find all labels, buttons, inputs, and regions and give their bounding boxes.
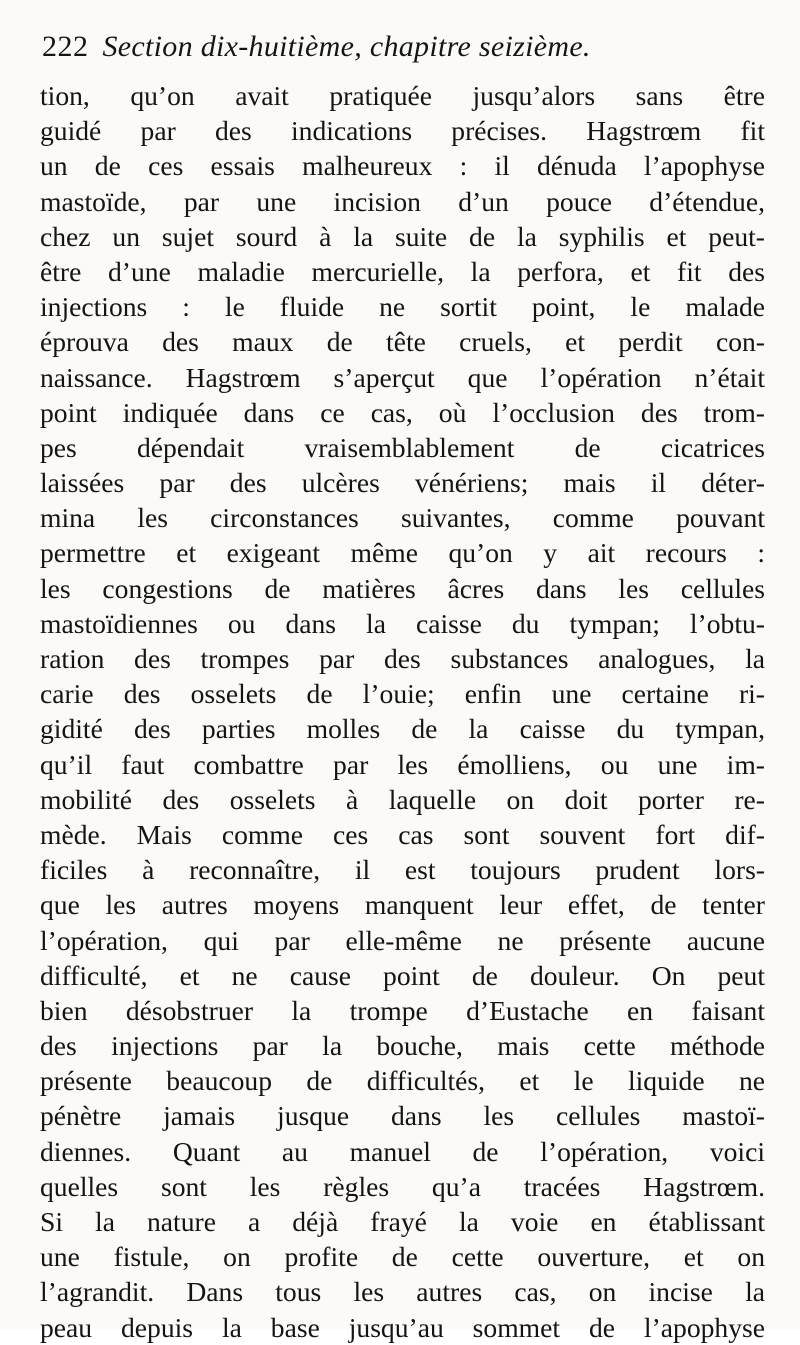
page-number: 222	[42, 30, 89, 63]
text-line: mobilité des osselets à laquelle on doit porter re-	[40, 783, 765, 815]
text-line: l’opération, qui par elle-même ne présente aucune	[40, 924, 765, 956]
page-header	[42, 30, 762, 74]
text-line: bien désobstruer la trompe d’Eustache en faisant	[40, 994, 765, 1026]
text-line: ficiles à reconnaître, il est toujours prudent lors-	[40, 854, 765, 886]
text-line: difficulté, et ne cause point de douleur. On peut	[40, 959, 765, 991]
text-line: guidé par des indications précises. Hagstrœm fit	[40, 115, 765, 147]
text-line: mastoïdiennes ou dans la caisse du tympan; l’obtu-	[40, 607, 765, 639]
text-line: présente beaucoup de difficultés, et le liquide ne	[40, 1065, 765, 1097]
text-line: permettre et exigeant même qu’on y ait recours :	[40, 537, 765, 569]
text-line: un de ces essais malheureux : il dénuda l’apophyse	[40, 150, 765, 182]
text-line: mastoïde, par une incision d’un pouce d’étendue,	[40, 185, 765, 217]
text-line: gidité des parties molles de la caisse du tympan,	[40, 713, 765, 745]
text-line: peau depuis la base jusqu’au sommet de l’apophyse	[40, 1311, 765, 1343]
text-line: quelles sont les règles qu’a tracées Hagstrœm.	[40, 1170, 765, 1202]
running-head: Section dix-huitième, chapitre seizième.	[102, 30, 591, 63]
text-line: l’agrandit. Dans tous les autres cas, on incise la	[40, 1276, 765, 1308]
text-line: ration des trompes par des substances analogues, la	[40, 643, 765, 674]
text-line: naissance. Hagstrœm s’aperçut que l’opération n’était	[40, 361, 765, 393]
text-line: qu’il faut combattre par les émolliens, ou une im-	[40, 748, 765, 780]
text-line: Si la nature a déjà frayé la voie en établissant	[40, 1206, 765, 1237]
text-line: les congestions de matières âcres dans les cellules	[40, 572, 765, 604]
text-line: que les autres moyens manquent leur effet, de tenter	[40, 889, 765, 921]
text-line: laissées par des ulcères vénériens; mais il déter-	[40, 467, 765, 499]
text-line: des injections par la bouche, mais cette méthode	[40, 1030, 765, 1062]
text-line: être d’une maladie mercurielle, la perfora, et fit des	[40, 255, 765, 287]
text-line: pes dépendait vraisemblablement de cicatrices	[40, 431, 765, 463]
text-line: tion, qu’on avait pratiquée jusqu’alors sans être	[40, 80, 765, 111]
text-line: pénètre jamais jusque dans les cellules mastoï-	[40, 1100, 765, 1132]
text-line: point indiquée dans ce cas, où l’occlusion des trom-	[40, 396, 765, 428]
text-line: diennes. Quant au manuel de l’opération, voici	[40, 1135, 765, 1167]
text-line: carie des osselets de l’ouie; enfin une certaine ri-	[40, 678, 765, 710]
body-text	[40, 78, 765, 1343]
text-line: mède. Mais comme ces cas sont souvent fort dif-	[40, 818, 765, 850]
text-line: chez un sujet sourd à la suite de la syphilis et peut-	[40, 220, 765, 252]
text-line: une fistule, on profite de cette ouverture, et on	[40, 1241, 765, 1273]
text-line: éprouva des maux de tête cruels, et perdit con-	[40, 326, 765, 358]
text-line: injections : le fluide ne sortit point, le malade	[40, 291, 765, 323]
text-line: mina les circonstances suivantes, comme pouvant	[40, 502, 765, 534]
